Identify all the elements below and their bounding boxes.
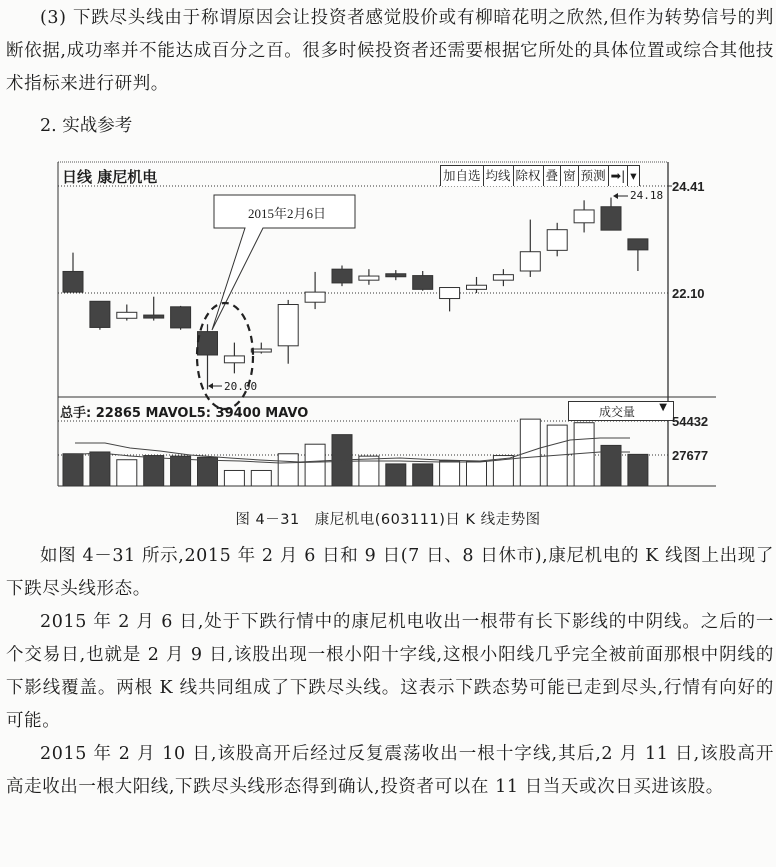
volume-indicator-select[interactable]: [568, 401, 674, 421]
paragraph-2: 2015 年 2 月 6 日,处于下跌行情中的康尼机电收出一根带有长下影线的中阴线。之后的一个交易日,也就是 2 月 9 日,该股出现一根小阳十字线,这根小阳线几乎完全被前面那根中阴线的下影线覆盖。两根 K 线共同组成了下跌尽头线。这表示下跌态势可能已走到尽头,行情有向好的可能。: [6, 612, 774, 731]
candlestick: [440, 288, 460, 299]
candlestick: [90, 301, 110, 327]
figure-caption: 图 4－31 康尼机电(603111)日 K 线走势图: [235, 512, 541, 528]
low-price-marker: 20.00: [224, 380, 258, 393]
ex-rights-button[interactable]: 除权: [513, 165, 544, 186]
volume-legend: 总手: 22865 MAVOL5: 39400 MAVO: [60, 406, 309, 421]
volume-bar: [198, 457, 218, 486]
candlestick: [117, 312, 137, 318]
callout-date-label: 2015年2月6日: [247, 206, 326, 221]
chevron-down-icon[interactable]: ▾: [627, 165, 639, 186]
volume-bar: [90, 452, 110, 486]
candlestick: [278, 305, 298, 346]
volume-bar: [63, 454, 83, 486]
add-watchlist-button[interactable]: 加自选: [440, 165, 484, 186]
candlestick: [332, 269, 352, 283]
candlestick: [171, 307, 191, 328]
candlestick: [547, 230, 567, 251]
window-button[interactable]: 窗: [560, 165, 579, 186]
volume-bar: [601, 445, 621, 486]
moving-average-button[interactable]: 均线: [483, 165, 514, 186]
volume-bar: [520, 419, 540, 486]
volume-bar: [440, 461, 460, 486]
price-axis-mid: 22.10: [672, 286, 705, 301]
paragraph-1: 如图 4－31 所示,2015 年 2 月 6 日和 9 日(7 日、8 日休市),康尼机电的 K 线图上出现了下跌尽头线形态。: [6, 546, 774, 599]
paragraph-3: 2015 年 2 月 10 日,该股高开后经过反复震荡收出一根十字线,其后,2 月 11 日,该股高开高走收出一根大阳线,下跌尽头线形态得到确认,投资者可以在 11 日当天或次日买进该股。: [6, 744, 774, 797]
volume-bar: [628, 454, 648, 486]
candlestick: [493, 275, 513, 281]
volume-bar: [144, 456, 164, 486]
candlestick: [359, 276, 379, 280]
volume-bar: [467, 462, 487, 486]
volume-bar: [251, 470, 271, 486]
candlestick: [63, 271, 83, 292]
candlestick: [601, 207, 621, 230]
volume-axis-mid: 27677: [672, 448, 709, 463]
candlestick: [251, 349, 271, 352]
candlestick: [198, 332, 218, 355]
volume-axis-high: 54432: [672, 414, 709, 429]
volume-select-label: 成交量: [599, 405, 636, 419]
chart-toolbar: [440, 165, 639, 186]
high-price-marker: 24.18: [630, 189, 664, 202]
volume-bar: [117, 460, 137, 486]
candlestick: [628, 239, 648, 250]
forecast-button[interactable]: 预测: [578, 165, 609, 186]
overlay-button[interactable]: 叠: [543, 165, 562, 186]
candlestick: [467, 285, 487, 289]
candlestick: [520, 252, 540, 271]
paragraph-intro: (3) 下跌尽头线由于称谓原因会让投资者感觉股价或有柳暗花明之欣然,但作为转势信号的判断依据,成功率并不能达成百分之百。很多时候投资者还需要根据它所处的具体位置或综合其他技术指标来进行研判。: [6, 8, 774, 94]
chevron-down-icon: ▼: [659, 402, 667, 413]
candlestick: [305, 292, 325, 302]
candlestick: [413, 276, 433, 290]
candlestick: [144, 315, 164, 318]
volume-bar: [413, 464, 433, 486]
volume-bar: [224, 470, 244, 486]
volume-bar: [386, 464, 406, 486]
volume-bar: [171, 456, 191, 486]
candlestick: [574, 210, 594, 223]
price-axis-high: 24.41: [672, 179, 705, 194]
volume-bar: [278, 454, 298, 486]
volume-bar: [305, 444, 325, 486]
volume-bar: [574, 423, 594, 486]
candlestick: [386, 274, 406, 277]
candlestick: [224, 356, 244, 363]
section-heading: 2. 实战参考: [40, 116, 133, 136]
chart-title: 日线 康尼机电: [62, 168, 158, 186]
jump-end-icon[interactable]: ➡|: [608, 165, 629, 186]
